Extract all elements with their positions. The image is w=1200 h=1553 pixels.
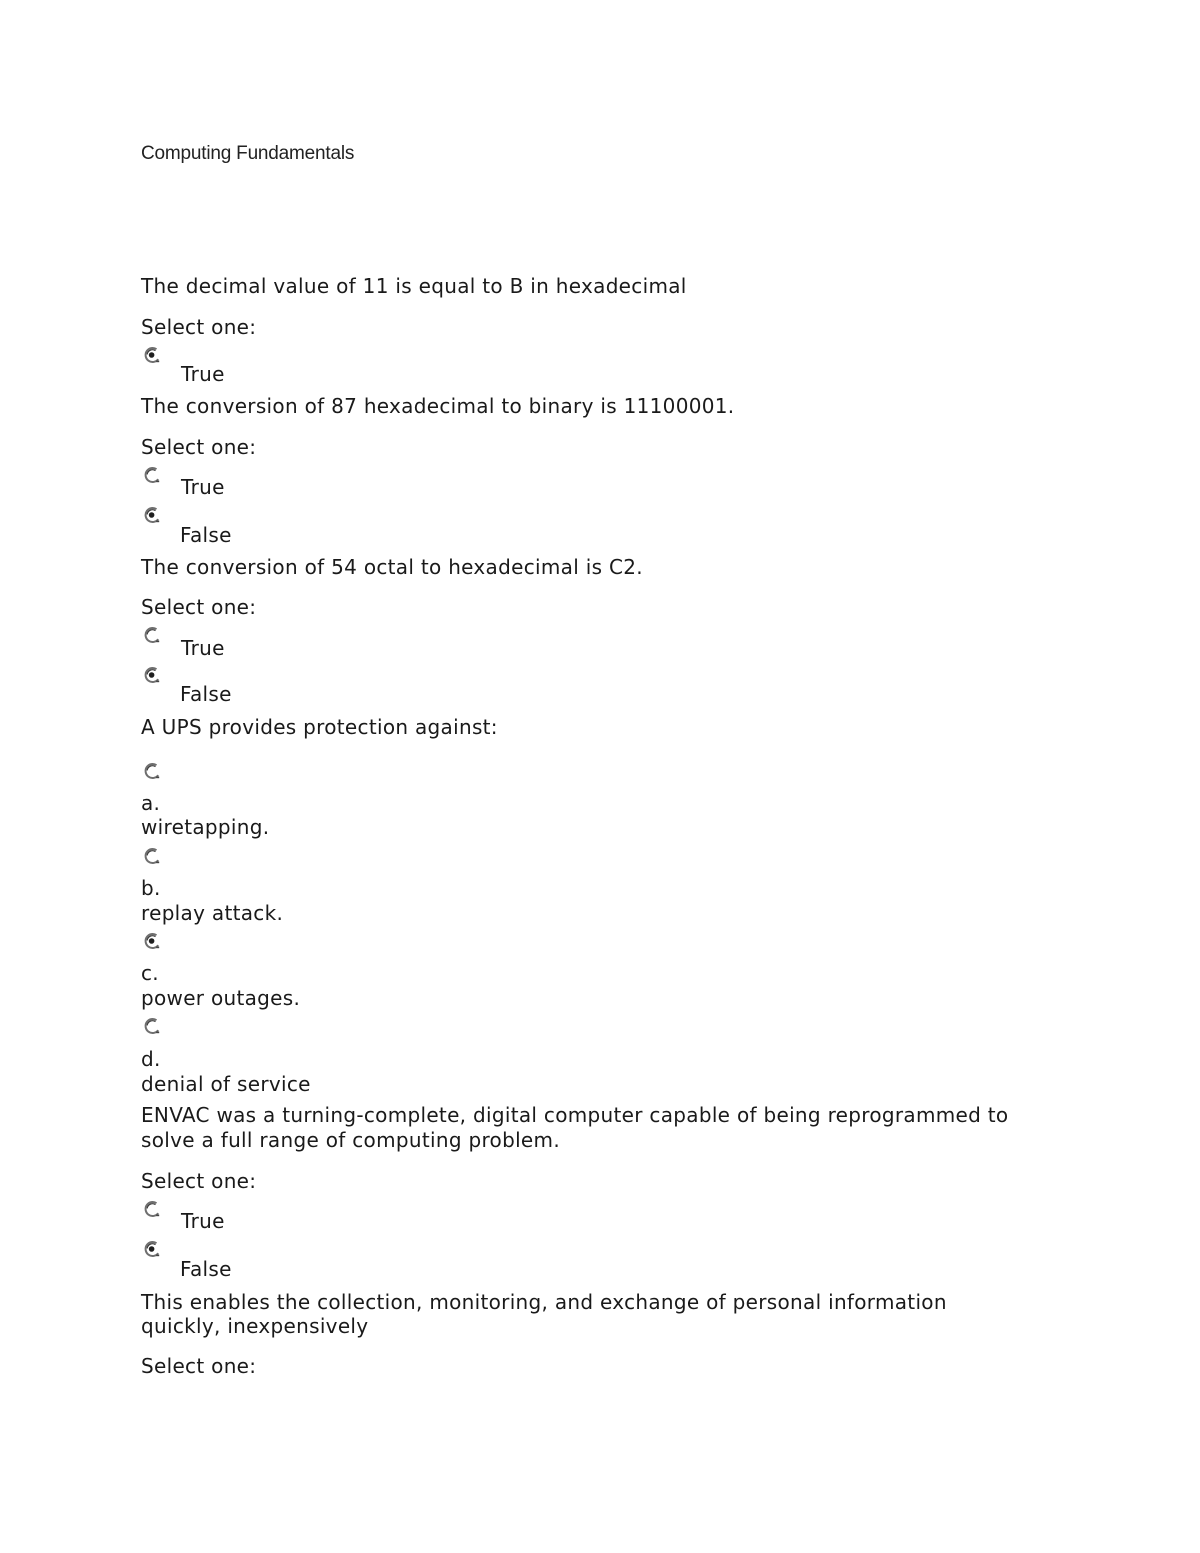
question-2-text: The conversion of 87 hexadecimal to binary is 11100001. [141, 394, 735, 418]
radio-unchecked-icon [143, 466, 162, 485]
option-label-q3-false: False [180, 682, 232, 706]
option-letter-q4-c: c. [141, 961, 159, 985]
radio-q2-true[interactable] [143, 466, 162, 485]
radio-q3-true[interactable] [143, 626, 162, 645]
question-5-text-line-2: solve a full range of computing problem. [141, 1128, 560, 1152]
radio-unchecked-icon [143, 847, 162, 866]
option-label-q4-d: denial of service [141, 1072, 311, 1096]
question-5-text-line-1: ENVAC was a turning-complete, digital computer capable of being reprogrammed to [141, 1103, 1009, 1127]
question-3-select-prompt: Select one: [141, 595, 257, 619]
option-letter-q4-b: b. [141, 876, 161, 900]
radio-q2-false[interactable] [143, 506, 162, 525]
option-label-q1-true: True [181, 362, 225, 386]
option-label-q4-b: replay attack. [141, 901, 284, 925]
question-3-text: The conversion of 54 octal to hexadecimal is C2. [141, 555, 643, 579]
radio-unchecked-icon [143, 626, 162, 645]
radio-checked-icon [143, 346, 162, 365]
radio-unchecked-icon [143, 1200, 162, 1219]
radio-q4-c[interactable] [143, 932, 162, 951]
radio-q5-true[interactable] [143, 1200, 162, 1219]
question-2-select-prompt: Select one: [141, 435, 257, 459]
radio-checked-icon [143, 932, 162, 951]
radio-checked-icon [143, 666, 162, 685]
question-6-text-line-2: quickly, inexpensively [141, 1314, 369, 1338]
radio-q5-false[interactable] [143, 1240, 162, 1259]
option-letter-q4-d: d. [141, 1047, 161, 1071]
question-4-text: A UPS provides protection against: [141, 715, 498, 739]
option-label-q4-a: wiretapping. [141, 815, 270, 839]
radio-q4-a[interactable] [143, 762, 162, 781]
radio-checked-icon [143, 1240, 162, 1259]
radio-q3-false[interactable] [143, 666, 162, 685]
option-label-q3-true: True [181, 636, 225, 660]
radio-unchecked-icon [143, 1017, 162, 1036]
option-label-q2-true: True [181, 475, 225, 499]
radio-unchecked-icon [143, 762, 162, 781]
radio-q4-d[interactable] [143, 1017, 162, 1036]
question-6-text-line-1: This enables the collection, monitoring, and exchange of personal information [141, 1290, 947, 1314]
question-1-text: The decimal value of 11 is equal to B in hexadecimal [141, 274, 687, 298]
radio-checked-icon [143, 506, 162, 525]
question-5-select-prompt: Select one: [141, 1169, 257, 1193]
page-title: Computing Fundamentals [141, 143, 355, 164]
question-6-select-prompt: Select one: [141, 1354, 257, 1378]
option-label-q5-false: False [180, 1257, 232, 1281]
option-label-q2-false: False [180, 523, 232, 547]
option-letter-q4-a: a. [141, 791, 161, 815]
option-label-q5-true: True [181, 1209, 225, 1233]
question-1-select-prompt: Select one: [141, 315, 257, 339]
option-label-q4-c: power outages. [141, 986, 301, 1010]
radio-q4-b[interactable] [143, 847, 162, 866]
radio-q1-true[interactable] [143, 346, 162, 365]
